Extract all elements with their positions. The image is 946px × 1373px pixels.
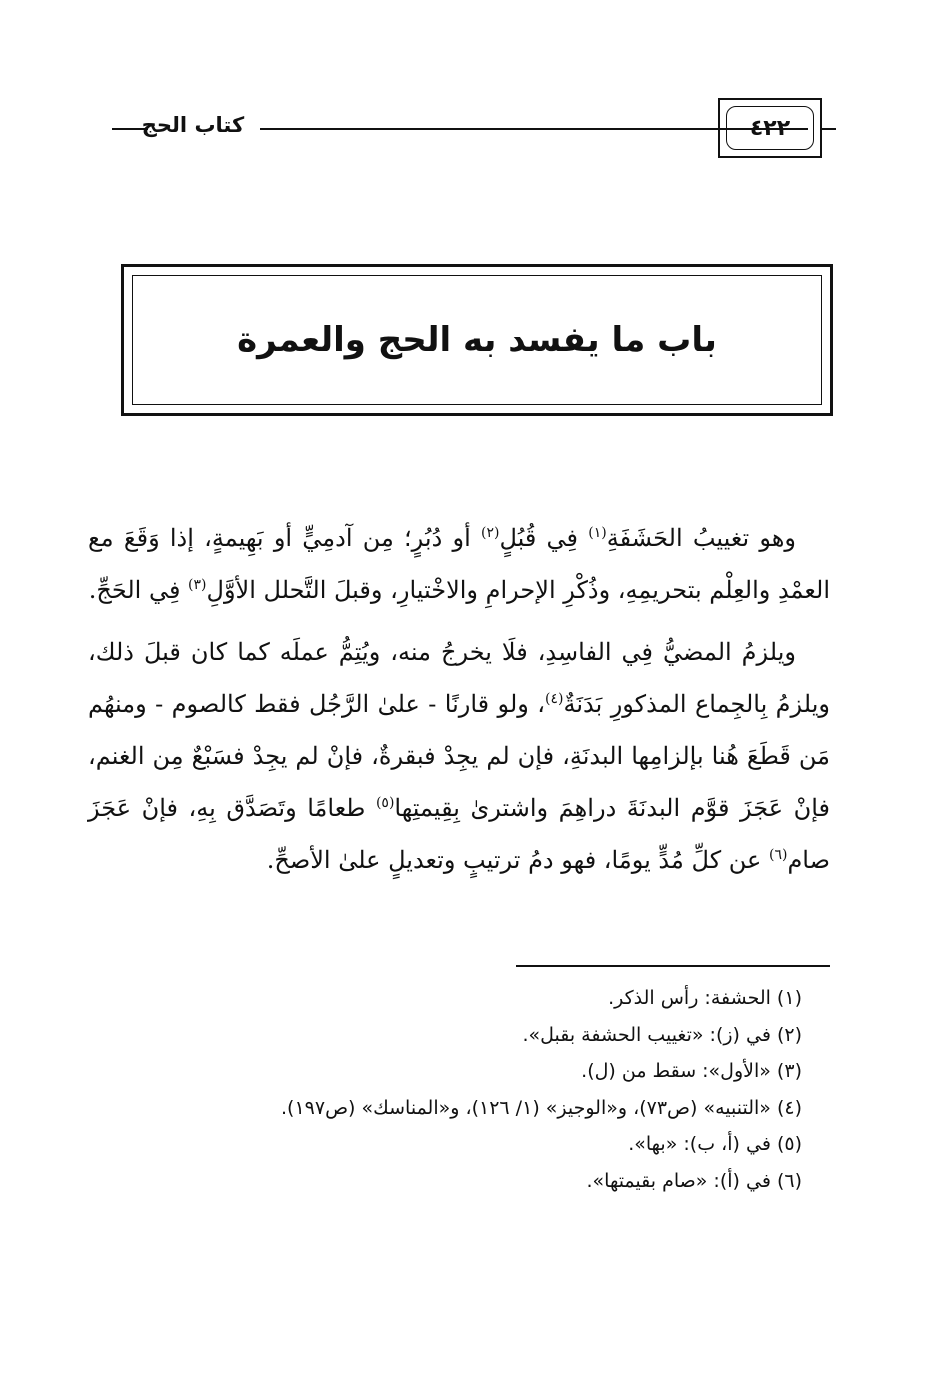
- footnote-3: (٣) «الأول»: سقط من (ل).: [581, 1060, 802, 1082]
- footnote-4: (٤) «التنبيه» (ص٧٣)، و«الوجيز» (١/ ١٢٦)، و«المناسك» (ص١٩٧).: [280, 1096, 802, 1119]
- footnote-ref-1: (١): [588, 525, 607, 541]
- footnote-separator: [516, 965, 830, 967]
- footnote-5: (٥) في (أ، ب): «بها».: [628, 1133, 802, 1155]
- text-segment: فِي قُبُلٍ: [499, 524, 589, 552]
- book-title: كتاب الحج: [141, 113, 245, 137]
- paragraph-1: [88, 512, 830, 616]
- footnote-6: (٦) في (أ): «صام بقيمتها».: [586, 1169, 802, 1192]
- footnote-ref-6: (٦): [768, 847, 788, 863]
- footnotes: [150, 980, 830, 1199]
- text-segment: ويلزمُ المضيُّ فِي الفاسِدِ، فلَا يخرجُ منه، ويُتِمُّ عملَه كما كان قبلَ ذلك، ويلزمُ بِالجِماع المذكورِ بَدَنَةٌ: [88, 638, 830, 718]
- chapter-title-inner-frame: [132, 275, 822, 405]
- running-header: [100, 96, 836, 166]
- page-number: ٤٢٢: [726, 106, 814, 150]
- text-segment: وهو تغييبُ الحَشَفَةِ: [606, 524, 796, 552]
- text-segment: عن كلِّ مُدٍّ يومًا، فهو دمُ ترتيبٍ وتعديلٍ علىٰ الأصحِّ.: [266, 846, 769, 874]
- main-text: [88, 512, 830, 886]
- text-segment: ، ولو قارنًا - علىٰ الرَّجُل فقط كالصوم - ومنهُم مَن قَطَعَ هُنا بإلزامِها البدنَةِ، فإن لم يجِدْ فبقرةٌ، فإنْ لم يجِدْ فسَبْعٌ مِن الغنم، فإنْ عَجَزَ قوَّم البدنَةَ دراهِمَ واشترىٰ بِقِيمتِها: [88, 690, 830, 822]
- footnote-ref-5: (٥): [375, 795, 395, 811]
- text-segment: فِي الحَجِّ.: [88, 576, 189, 604]
- footnote-1: (١) الحشفة: رأس الذكر.: [608, 987, 802, 1009]
- chapter-title-frame: [121, 264, 833, 416]
- chapter-title: باب ما يفسد به الحج والعمرة: [237, 320, 717, 360]
- page-number-frame: [718, 98, 822, 158]
- paragraph-2: [88, 626, 830, 886]
- footnote-2: (٢) في (ز): «تغييب الحشفة بقبل».: [522, 1023, 802, 1046]
- footnote-ref-4: (٤): [545, 691, 564, 707]
- header-rule-right: [820, 128, 836, 130]
- footnote-ref-3: (٣): [188, 577, 207, 593]
- footnote-ref-2: (٢): [480, 525, 500, 541]
- text-segment: أو دُبُرٍ؛ مِن آدمِيٍّ أو بَهِيمةٍ، إذا وَقَعَ مع العمْدِ والعِلْم بتحريمِهِ، وذُكْرِ الإحرامِ والاخْتيارِ، وقبلَ التَّحلل الأوَّلِ: [88, 524, 830, 604]
- text-segment: طعامًا وتَصَدَّق بِهِ، فإنْ عَجَزَ صام: [88, 794, 830, 874]
